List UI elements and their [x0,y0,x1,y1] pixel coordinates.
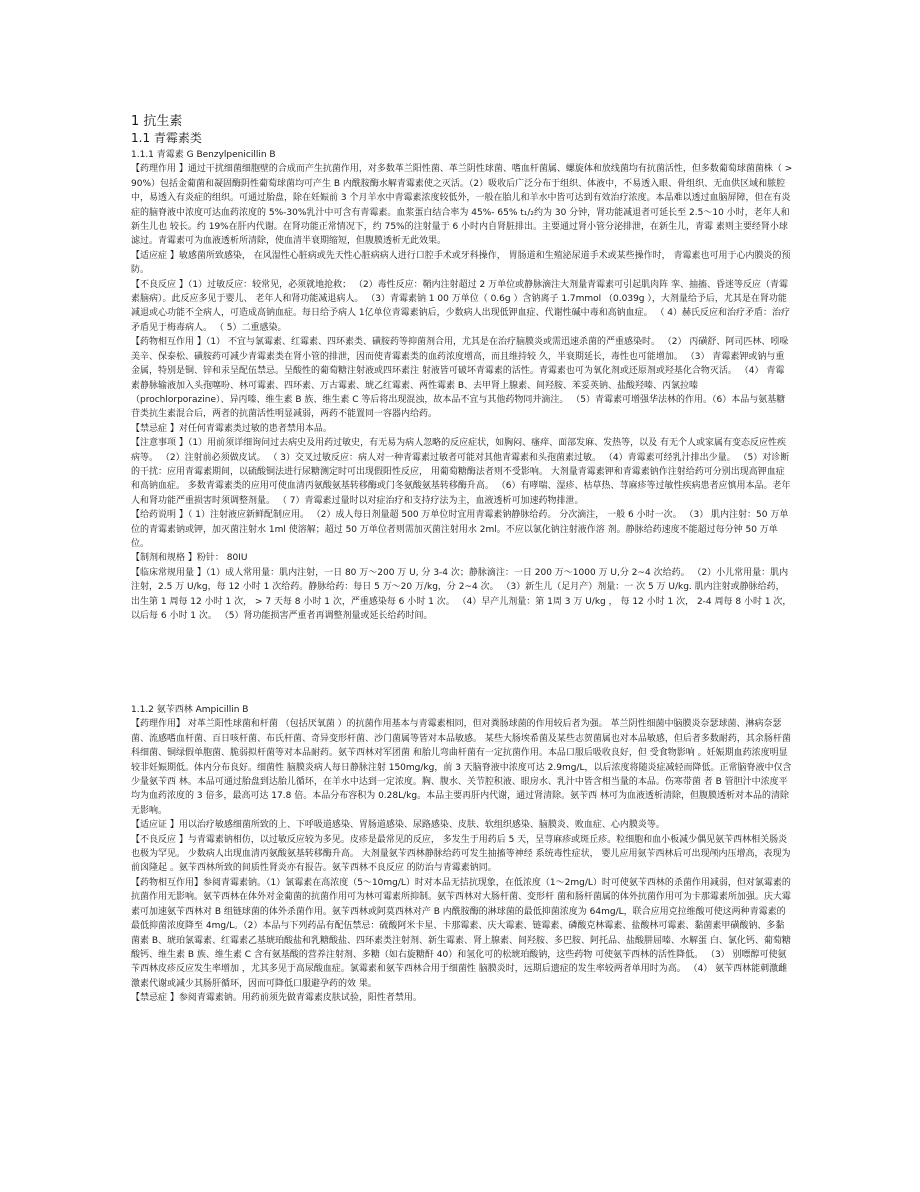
paragraph-formulation: 【制剂和规格 】粉针： 80IU [131,553,248,564]
section-heading: 1.1 青霉素类 [131,131,202,145]
paragraph-pharmacology: 【药理作用】 对革兰阳性球菌和杆菌 （包括厌氧菌 ）的抗菌作用基本与青霉素相同，但对粪肠球菌的作用较后者为强。 革兰阴性细菌中脑膜炎奈瑟球菌、淋病奈瑟菌、流感嗜血杆菌、百日咳杆菌、布氏杆菌、奇异变形杆菌、沙门菌属等皆对本品敏感。 某些大肠埃希菌及某些志贺菌属也对本品敏感，但后者多数耐药，其余肠杆菌科细菌、铜绿假单胞菌、脆弱拟杆菌等对本品耐药。氨苄西林对军团菌 和胎儿弯曲杆菌有一定抗菌作用。本品口服后吸收良好，但 受食物影响 。妊娠期血药浓度明显较非妊娠期低。体内分布良好。细菌性 脑膜炎病人每日静脉注射 150mg/kg，前 3 天脑脊液中浓度可达 2.9mg/L，以后浓度将随炎症减轻而降低。正常脑脊液中仅含少量氨苄西 林。本品可通过胎盘到达胎儿循环，在羊水中达到一定浓度。胸、腹水、关节腔积液、眼房水、乳汁中皆含相当量的本品。伤寒带菌 者 B 管胆汁中浓度平均为血药浓度的 3 倍多，最高可达 17.8 倍。本品分布容积为 0.28L/kg。本品主要再肝内代谢，通过肾清除。氨苄西 林可为血液透析清除，但腹膜透析对本品的清除无影响。 [131,719,792,816]
paragraph-indications: 【适应症 】敏感菌所致感染， 在风湿性心脏病或先天性心脏病病人进行口腔手术或牙科操作， 胃肠道和生殖泌尿道手术或某些操作时， 青霉素也可用于心内膜炎的预防。 [131,250,791,276]
paragraph-interactions: 【药物相互作用 】（1） 不宜与氯霉素、红霉素、四环素类、磺胺药等抑菌剂合用，尤其是在治疗脑膜炎或需迅速杀菌的严重感染时。 （2） 丙磺舒、阿司匹林、吲哚美辛、保泰松、磺胺药可减少青霉素类在肾小管的排泄，因而使青霉素类的血药浓度增高，而且维持较 久，半衰期延长，毒性也可能增加。 （3） 青霉素钾或钠与重金属，特别是铜、锌和汞呈配伍禁忌。呈酸性的葡萄糖注射液或四环素注 射液皆可破坏青霉素的活性。青霉素也可为氧化剂或还原剂或羟基化合物灭活。 （4） 青霉素静脉输液加入头孢噻吩、林可霉素、四环素、万古霉素、琥乙红霉素、两性霉素 B、去甲肾上腺素、间羟胺、苯妥英钠、盐酸羟嗪、丙氯拉嗪 （prochlorporazine）、异丙嗪、维生素 B 族、维生素 C 等后将出现混浊，故本品不宜与其他药物同并滴注。 （5）青霉素可增强华法林的作用。（6）本品与氨基糖苷类抗生素混合后，两者的抗菌活性明显减弱，两药不能置同一容器内给药。 [131,337,789,420]
paragraph-indications: 【适应证 】用以治疗敏感细菌所致的上、下呼吸道感染、胃肠道感染、尿路感染、皮肤、软组织感染、脑膜炎、败血症、心内膜炎等。 [131,820,665,831]
paragraph-contraindications: 【禁忌症 】对任何青霉素类过敏的患者禁用本品。 [131,423,332,434]
paragraph-pharmacology: 【药理作用 】通过干扰细菌细胞壁的合成而产生抗菌作用，对多数革兰阳性菌、革兰阴性球菌、嗜血杆菌属、螺旋体和放线菌均有抗菌活性，但多数葡萄球菌菌株（ > 90%）包括金葡菌和凝固酶阴性葡萄球菌均可产生 B 内酰胺酶水解青霉素使之灭活。（2）吸收后广泛分布于组织、体液中，不易透入眼、骨组织、无血供区域和脓腔中，易透入有炎症的组织。可通过胎盘，除在妊娠前 3 个月羊水中青霉素浓度较低外，一般在胎儿和羊水中皆可达到有效治疗浓度。本品难以透过血脑屏障，但在有炎症的脑脊液中浓度可达血药浓度的 5%-30%乳汁中可含有青霉素。血浆蛋白结合率为 45%- 65% t₁/₂约为 30 分钟，肾功能减退者可延长至 2.5～10 小时，老年人和新生儿也 较长。约 19%在肝内代谢。在肾功能正常情况下，约 75%的注射量于 6 小时内自肾脏排出。主要通过肾小管分泌排泄，在新生儿，青霉 素则主要经肾小球滤过。青霉素可为血液透析所清除，使血清半衰期缩短，但腹膜透析无此效果。 [131,164,793,247]
paragraph-precautions: 【注意事项 】（1）用前须详细询问过去病史及用药过敏史，有无易为病人忽略的反应症状，如胸闷、瘙痒、面部发麻、发热等，以及 有无个人或家属有变态反应性疾病等。 （2）注射前必须做皮试。 （ 3）交叉过敏反应：病人对一种青霉素过敏者可能对其他青霉素和头孢菌素过敏。 （4）青霉素可经乳汁排出少量。 （5）对诊断的干扰：应用青霉素期间，以硫酸铜法进行尿糖测定时可出现假阳性反应， 用葡萄糖酶法者则不受影响。 大剂量青霉素钾和青霉素钠作注射给药可分别出现高钾血症和高钠血症。 多数青霉素类的应用可使血清丙氨酸氨基转移酶或门冬氨酸氨基转移酶升高。 （6）有哮喘、湿疹、枯草热、荨麻疹等过敏性疾病患者应慎用本品。老年人和肾功能严重损害时须调整剂量。 （ 7）青霉素过量时以对症治疗和支持疗法为主，血液透析可加速药物排泄。 [131,438,791,506]
paragraph-contraindications: 【禁忌症 】参阅青霉素钠。用药前须先做青霉素皮肤试验，阳性者禁用。 [131,993,422,1004]
subsection-title: 1.1.1 青霉素 G Benzylpenicillin B [131,150,276,160]
paragraph-interactions: 【药物相互作用】参阅青霉素钠。（1）氯霉素在高浓度（5～10mg/L）时对本品无拮抗现象，在低浓度（1～2mg/L）时可使氨苄西林的杀菌作用减弱，但对氯霉素的抗菌作用无影响。氨苄西林在体外对金葡菌的抗菌作用可为林可霉素所抑制。氨苄西林对大肠杆菌、变形杆 菌和肠杆菌属的体外抗菌作用可为卡那霉素所加强。庆大霉素可加速氨苄西林对 B 组链球菌的体外杀菌作用。氨苄西林或阿莫西林对产 B 内酰胺酶的淋球菌的最低抑菌浓度为 64mg/L，联合应用克拉维酸可使这两种青霉素的最低抑菌浓度降至 4mg/L。（2）本品与下列药品有配伍禁忌：硫酸阿米卡星、卡那霉素、庆大霉素、链霉素、磷酸克林霉素、盐酸林可霉素、黏菌素甲磺酸钠、多黏菌素 B、琥珀氯霉素、红霉素乙基琥珀酸盐和乳糖酸盐、四环素类注射剂、新生霉素、肾上腺素、间羟胺、多巴胺、阿托品、盐酸肼屈嗪、水解蛋 白、氯化钙、葡萄糖酸钙、维生素 B 族、维生素 C 含有氨基酸的营养注射剂、多糖（如右旋糖酐 40）和氢化可的松琥珀酸钠，这些药物 可使氨苄西林的活性降低。 （3） 别嘌醇可使氨苄西林皮疹反应发生率增加 ，尤其多见于高尿酸血症。氯霉素和氨苄西林合用于细菌性 脑膜炎时，远期后遗症的发生率较两者单用时为高。 （4） 氨苄西林能刺激雌激素代谢或减少其肠肝循环，因而可降低口服避孕药的效 果。 [131,877,791,989]
subsection-ampicillin [131,703,793,1006]
paragraph-adverse-reactions: 【不良反应 】与青霉素钠相仿，以过敏反应较为多见。皮疹是最常见的反应， 多发生于用药后 5 天，呈荨麻疹或斑丘疹。粒细胞和血小板减少偶见氨苄西林相关肠炎也极为罕见。 少数病人出现血清丙氨酸氨基转移酶升高。 大剂量氨苄西林静脉给药可发生抽搐等神经 系统毒性症状， 婴儿应用氨苄西林后可出现颅内压增高，表现为前囟隆起 。氨苄西林所致的间质性肾炎亦有报告。氨苄西林不良反应 的防治与青霉素钠同。 [131,834,791,874]
paragraph-adverse-reactions: 【不良反应 】（1）过敏反应：较常见，必须就地抢救； （2）毒性反应：鞘内注射超过 2 万单位或静脉滴注大剂量青霉素可引起肌肉阵 挛、抽搐、昏迷等反应（青霉素脑病）。此反应多见于婴儿、 老年人和肾功能减退病人。 （3）青霉素钠 1 00 万单位（ 0.6g ）含钠离子 1.7mmol （0.039g ），大剂量给予后，尤其是在肾功能减退或心功能不全病人，可造成高钠血症。每日给予病人 1亿单位青霉素钠后，少数病人出现低钾血症、代谢性碱中毒和高钠血症。 （ 4）赫氏反应和治疗矛盾：治疗矛盾见于梅毒病人。 （ 5）二重感染。 [131,279,791,333]
paragraph-dosage: 【临床常规用量 】（1）成人常用量：肌内注射，一日 80 万～200 万 U, 分 3-4 次；静脉滴注：一日 200 万～1000 万 U,分 2~4 次给药。 （2）小儿常用量：肌内注射，2.5 万 U/kg，每 12 小时 1 次给药。静脉给药：每日 5 万～20 万/kg，分 2~4 次。 （3）新生儿（足月产）剂量：一 次 5 万 U/kg. 肌内注射或静脉给药，出生第 1 周每 12 小时 1 次， > 7 天每 8 小时 1 次，严重感染每 6 小时 1 次。 （4）早产儿剂量：第 1周 3 万 U/kg ， 每 12 小时 1 次， 2-4 周每 8 小时 1 次，以后每 6 小时 1 次。 （5）肾功能损害严重者再调整剂量或延长给药时间。 [131,567,792,621]
paragraph-administration: 【给药说明 】（ 1）注射液应新鲜配制应用。 （2）成人每日剂量超 500 万单位时宜用青霉素钠静脉给药。 分次滴注， 一般 6 小时一次。 （3） 肌内注射：50 万单位的青霉素钠或钾，加灭菌注射水 1ml 使溶解；超过 50 万单位者则需加灭菌注射用水 2ml。不应以氯化钠注射液作溶 剂。静脉给药速度不能超过每分钟 50 万单位。 [131,510,789,549]
chapter-heading: 1 抗生素 [131,114,183,129]
subsection-penicillin [131,148,793,623]
subsection-title: 1.1.2 氨苄西林 Ampicillin B [131,705,249,715]
